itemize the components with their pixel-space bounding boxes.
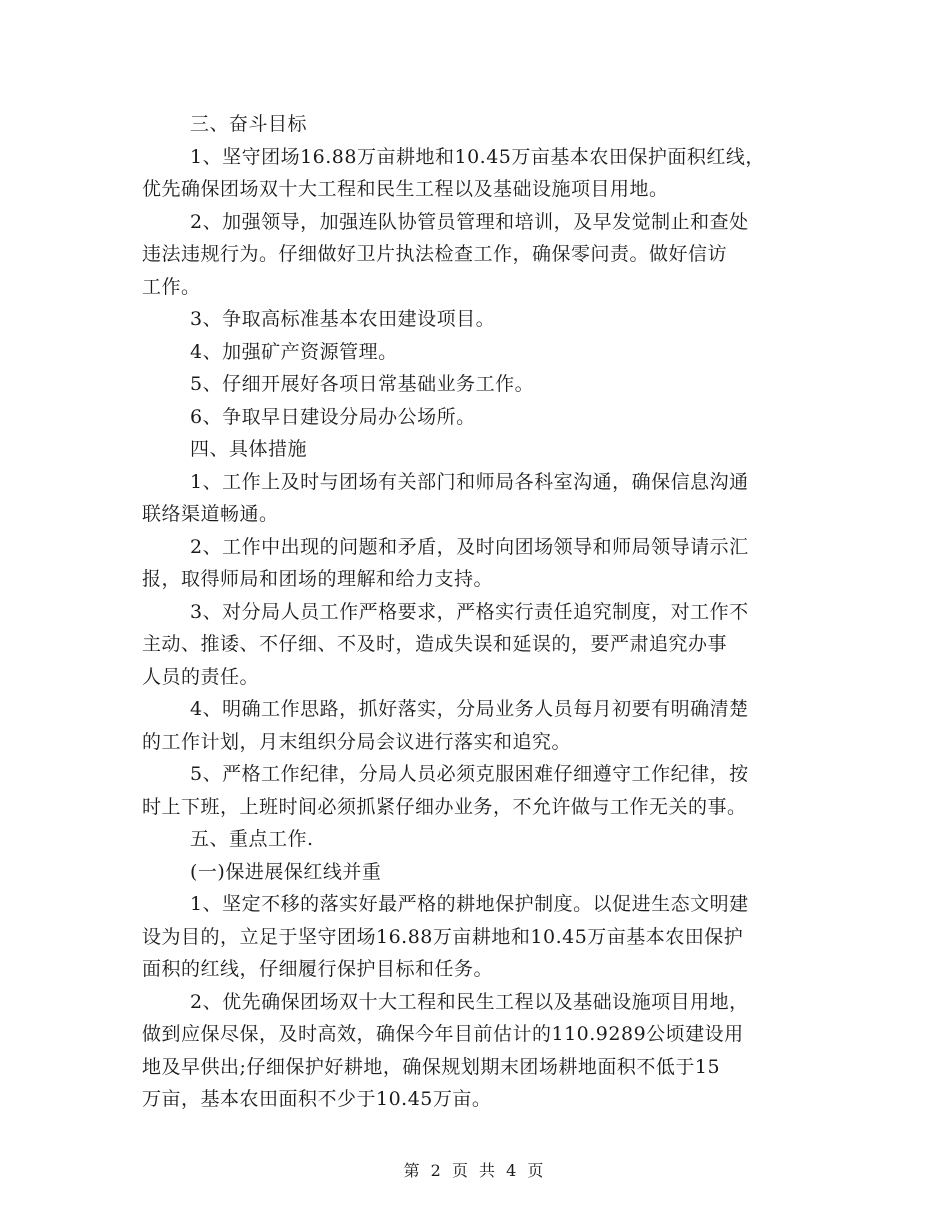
text-line: 2、工作中出现的问题和矛盾，及时向团场领导和师局领导请示汇 [190, 535, 749, 558]
text-line: 报，取得师局和团场的理解和给力支持。 [142, 568, 494, 590]
text-line: 时上下班，上班时间必须抓紧仔细办业务，不允许做与工作无关的事。 [142, 795, 747, 818]
text-line: 3、对分局人员工作严格要求，严格实行责任追究制度，对工作不 [190, 600, 749, 623]
text-line: 联络渠道畅通。 [142, 503, 279, 525]
text-line: 2、加强领导，加强连队协管员管理和培训，及早发觉制止和查处 [190, 210, 749, 233]
text-line: 设为目的，立足于坚守团场16.88万亩耕地和10.45万亩基本农田保护 [142, 925, 744, 948]
text-line: 3、争取高标准基本农田建设项目。 [190, 308, 496, 330]
text-line: 优先确保团场双十大工程和民生工程以及基础设施项目用地。 [142, 178, 669, 200]
text-line: 5、仔细开展好各项日常基础业务工作。 [190, 373, 535, 395]
text-line: 违法违规行为。仔细做好卫片执法检查工作，确保零问责。做好信访 [142, 243, 728, 265]
text-line: 的工作计划，月末组织分局会议进行落实和追究。 [142, 730, 572, 753]
section-heading: 四、具体措施 [190, 438, 308, 460]
text-line: 6、争取早日建设分局办公场所。 [190, 405, 476, 428]
text-line: 1、坚守团场16.88万亩耕地和10.45万亩基本农田保护面积红线， [190, 145, 765, 168]
text-line: 1、坚定不移的落实好最严格的耕地保护制度。以促进生态文明建 [190, 893, 749, 915]
text-line: 2、优先确保团场双十大工程和民生工程以及基础设施项目用地， [190, 990, 749, 1013]
text-line: 面积的红线，仔细履行保护目标和任务。 [142, 958, 494, 980]
text-line: 三、奋斗目标 [190, 113, 308, 135]
text-line: 人员的责任。 [142, 665, 260, 688]
text-line: 万亩，基本农田面积不少于10.45万亩。 [142, 1088, 492, 1110]
section-heading: 五、重点工作. [190, 828, 314, 850]
document-body [142, 108, 812, 1116]
text-line: 1、工作上及时与团场有关部门和师局各科室沟通，确保信息沟通 [190, 470, 749, 493]
text-line: 做到应保尽保，及时高效，确保今年目前估计的110.9289公顷建设用 [142, 1023, 744, 1045]
text-line: 4、明确工作思路，抓好落实，分局业务人员每月初要有明确清楚 [190, 698, 749, 720]
text-line: 主动、推诿、不仔细、不及时，造成失误和延误的，要严肃追究办事 [142, 633, 728, 655]
text-line: 工作。 [142, 275, 201, 298]
subsection-heading: (一)保进展保红线并重 [190, 860, 382, 883]
text-line: 5、严格工作纪律，分局人员必须克服困难仔细遵守工作纪律，按 [190, 763, 749, 785]
text-line: 地及早供出;仔细保护好耕地，确保规划期末团场耕地面积不低于15 [142, 1055, 721, 1078]
text-line: 4、加强矿产资源管理。 [190, 340, 398, 363]
page-footer: 第 2 页 共 4 页 [403, 1161, 547, 1180]
